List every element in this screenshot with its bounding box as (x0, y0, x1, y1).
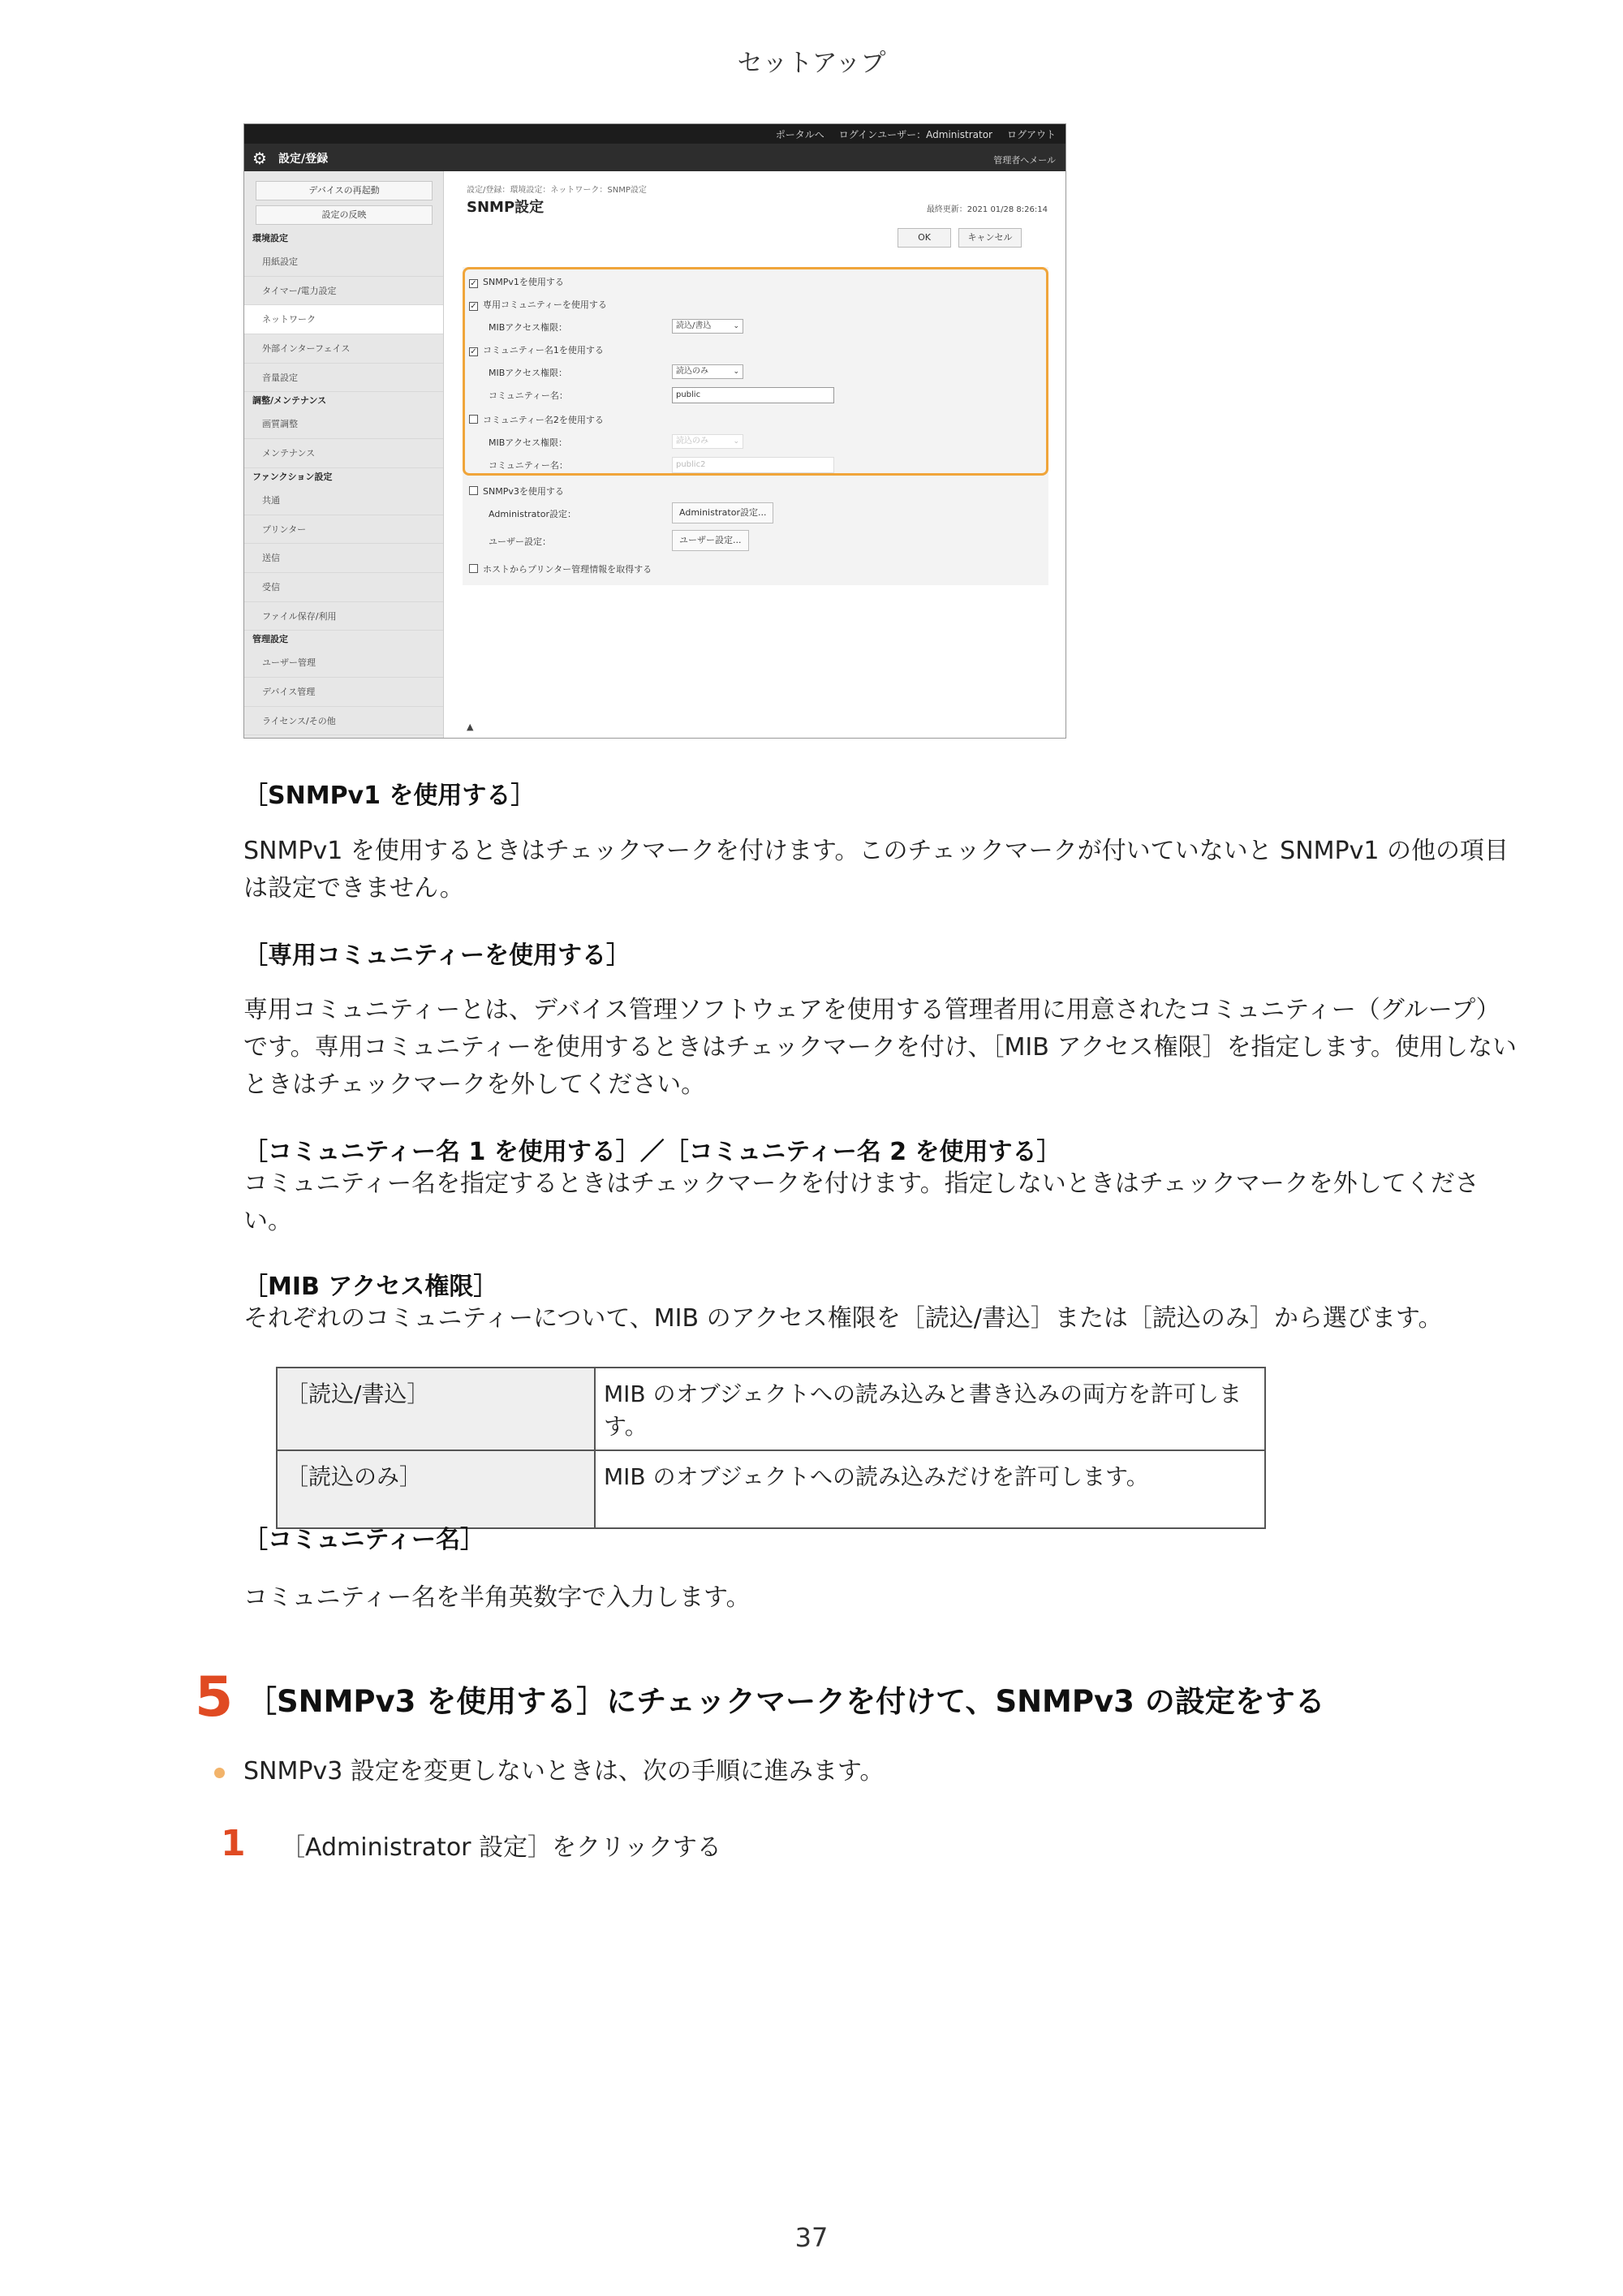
running-header: セットアップ (737, 49, 886, 78)
community12-body: コミュニティー名を指定するときはチェックマークを付けます。指定しないときはチェックマークを外してください。 (243, 1170, 1479, 1235)
sidebar-item[interactable]: ユーザー管理 (244, 648, 443, 678)
sidebar-item[interactable]: メンテナンス (244, 439, 443, 468)
title-bar (244, 144, 1065, 171)
sidebar-item[interactable]: プリンター (244, 515, 443, 545)
main-panel (445, 171, 1065, 738)
sidebar (244, 171, 444, 738)
mib-access-label: MIBアクセス権限： (489, 322, 567, 333)
table-cell: ［読込のみ］ (277, 1450, 595, 1528)
sidebar-item[interactable]: 画質調整 (244, 410, 443, 439)
dedicated-mib-select[interactable]: 読込/書込 ⌄ (672, 319, 743, 334)
apply-settings-button[interactable]: 設定の反映 (256, 205, 433, 225)
sidebar-item[interactable]: 外部インターフェイス (244, 334, 443, 364)
sidebar-item[interactable]: タイマー/電力設定 (244, 277, 443, 306)
sidebar-group-label: 環境設定 (252, 233, 288, 243)
community2-mib-select[interactable]: 読込のみ ⌄ (672, 434, 743, 449)
back-to-top-link[interactable]: ▲ (467, 722, 474, 732)
sidebar-item[interactable]: 用紙設定 (244, 248, 443, 277)
chevron-down-icon: ⌄ (733, 322, 739, 330)
table-row (277, 1450, 1265, 1528)
step-title: ［SNMPv3 を使用する］にチェックマークを付けて、SNMPv3 の設定をする (247, 1684, 1325, 1719)
step-note: SNMPv3 設定を変更しないときは、次の手順に進みます。 (243, 1757, 885, 1786)
community1-mib-select[interactable]: 読込のみ ⌄ (672, 364, 743, 379)
breadcrumb: 設定/登録：環境設定：ネットワーク：SNMP設定 (467, 186, 647, 195)
dedicated-community-row[interactable]: ✓ 専用コミュニティーを使用する (470, 299, 607, 311)
admin-setting-button[interactable]: Administrator設定... (672, 502, 773, 523)
highlight-frame (463, 267, 1048, 476)
sidebar-item[interactable]: 受信 (244, 573, 443, 602)
snmpv1-body: SNMPv1 を使用するときはチェックマークを付けます。このチェックマークが付いていないと SNMPv1 の他の項目は設定できません。 (243, 837, 1509, 902)
ok-button[interactable]: OK (898, 228, 951, 248)
page-title: SNMP設定 (467, 199, 545, 216)
snmp-settings-screenshot (243, 123, 1066, 739)
community1-checkbox[interactable]: ✓ (470, 347, 477, 356)
community12-heading: ［コミュニティー名 1 を使用する］／［コミュニティー名 2 を使用する］ (243, 1138, 1061, 1166)
sidebar-item[interactable]: デバイス管理 (244, 678, 443, 707)
mib-body: それぞれのコミュニティーについて、MIB のアクセス権限を［読込/書込］または［読込のみ］から選びます。 (243, 1304, 1443, 1333)
community-name-label: コミュニティー名： (489, 460, 568, 471)
table-row (277, 1368, 1265, 1450)
host-info-checkbox[interactable] (469, 564, 478, 573)
cancel-button[interactable]: キャンセル (958, 228, 1022, 248)
sidebar-item[interactable]: 共通 (244, 486, 443, 515)
page-number: 37 (794, 2222, 829, 2253)
admin-setting-label: Administrator設定： (489, 509, 576, 519)
dedicated-community-checkbox[interactable]: ✓ (470, 302, 477, 311)
mib-access-table (276, 1367, 1266, 1529)
community2-row[interactable]: コミュニティー名2を使用する (469, 413, 604, 426)
substep-number: 1 (221, 1823, 246, 1864)
admin-mail-link[interactable]: 管理者へメール (993, 155, 1056, 166)
table-cell: ［読込/書込］ (277, 1368, 595, 1450)
community1-name-input[interactable]: public (672, 387, 834, 403)
sidebar-item[interactable]: ネットワーク (244, 305, 443, 334)
dedicated-body: 専用コミュニティーとは、デバイス管理ソフトウェアを使用する管理者用に用意されたコミュニティー（グループ）です。専用コミュニティーを使用するときはチェックマークを付け、［MIB アクセス権限］を指定します。使用しないときはチェックマークを外してください。 (243, 996, 1518, 1099)
settings-title: 設定/登録 (278, 153, 329, 166)
sidebar-group-label: 管理設定 (252, 634, 288, 645)
login-user: ログインユーザー：Administrator (838, 129, 992, 140)
snmpv1-row[interactable]: ✓ SNMPv1を使用する (470, 277, 564, 288)
user-setting-button[interactable]: ユーザー設定... (672, 530, 749, 551)
bullet-icon (214, 1768, 225, 1778)
top-bar (244, 124, 1065, 144)
substep-text: ［Administrator 設定］をクリックする (281, 1833, 721, 1862)
host-info-row[interactable]: ホストからプリンター管理情報を取得する (469, 562, 652, 575)
sidebar-group-label: ファンクション設定 (252, 471, 333, 482)
dedicated-heading: ［専用コミュニティーを使用する］ (243, 941, 631, 970)
mib-access-label: MIBアクセス権限： (489, 368, 567, 378)
mib-heading: ［MIB アクセス権限］ (243, 1273, 498, 1301)
restart-device-button[interactable]: デバイスの再起動 (256, 181, 433, 200)
snmpv1-heading: ［SNMPv1 を使用する］ (243, 782, 536, 810)
community2-name-input[interactable]: public2 (672, 457, 834, 473)
last-updated: 最終更新：2021 01/28 8:26:14 (926, 205, 1048, 214)
chevron-down-icon: ⌄ (733, 437, 739, 446)
sidebar-item[interactable]: ファイル保存/利用 (244, 602, 443, 631)
logout-link[interactable]: ログアウト (1006, 129, 1056, 140)
sidebar-item[interactable]: ライセンス/その他 (244, 707, 443, 736)
portal-link[interactable]: ポータルへ (775, 129, 824, 140)
gear-icon: ⚙ (252, 149, 267, 168)
community-name-heading: ［コミュニティー名］ (243, 1526, 484, 1554)
sidebar-item[interactable]: 送信 (244, 544, 443, 573)
table-cell: MIB のオブジェクトへの読み込みと書き込みの両方を許可します。 (595, 1368, 1265, 1450)
snmpv3-row[interactable]: SNMPv3を使用する (469, 485, 564, 498)
table-cell: MIB のオブジェクトへの読み込みだけを許可します。 (595, 1450, 1265, 1528)
community1-row[interactable]: ✓ コミュニティー名1を使用する (470, 345, 604, 356)
sidebar-menu (244, 230, 443, 735)
chevron-down-icon: ⌄ (733, 368, 739, 376)
step-number: 5 (195, 1665, 234, 1730)
user-setting-label: ユーザー設定： (489, 536, 551, 547)
snmpv1-checkbox[interactable]: ✓ (470, 279, 477, 288)
snmpv3-checkbox[interactable] (469, 486, 478, 495)
sidebar-item[interactable]: 音量設定 (244, 364, 443, 393)
mib-access-label: MIBアクセス権限： (489, 437, 567, 448)
community-name-body: コミュニティー名を半角英数字で入力します。 (243, 1583, 751, 1612)
sidebar-group-label: 調整/メンテナンス (252, 395, 327, 407)
community-name-label: コミュニティー名： (489, 390, 568, 401)
